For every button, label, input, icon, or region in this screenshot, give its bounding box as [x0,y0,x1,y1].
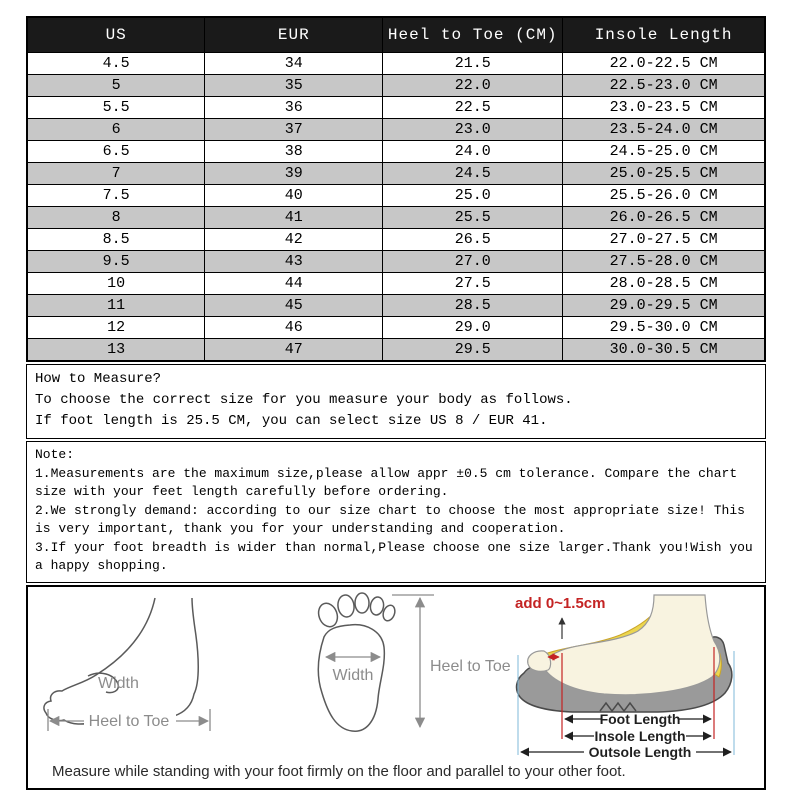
table-row [27,53,765,75]
table-cell: 29.5 [383,339,563,362]
table-cell: 25.5-26.0 CM [563,185,765,207]
table-row [27,75,765,97]
table-cell: 23.5-24.0 CM [563,119,765,141]
table-cell: 45 [205,295,383,317]
table-cell: 29.0-29.5 CM [563,295,765,317]
table-cell: 27.5 [383,273,563,295]
table-cell: 22.5 [383,97,563,119]
size-chart-table [26,16,766,362]
table-cell: 42 [205,229,383,251]
table-cell: 28.5 [383,295,563,317]
table-cell: 29.5-30.0 CM [563,317,765,339]
size-guide-sheet [26,16,766,790]
table-row [27,163,765,185]
table-cell: 4.5 [27,53,205,75]
footprint-diagram [315,593,510,731]
how-to-measure-line1: To choose the correct size for you measure your body as follows. [35,392,573,408]
toe [315,600,340,629]
note-item-3: 3.If your foot breadth is wider than normal,Please choose one size larger.Thank you!Wish you a happy shopping. [35,539,753,573]
how-to-measure-box [26,364,766,439]
note-title: Note: [35,447,75,462]
table-cell: 34 [205,53,383,75]
measurement-diagram [28,591,762,761]
column-header-eur: EUR [205,17,383,53]
how-to-measure-title: How to Measure? [35,371,162,387]
table-cell: 12 [27,317,205,339]
table-cell: 29.0 [383,317,563,339]
table-row [27,273,765,295]
measurement-diagram-box [26,585,766,790]
note-box [26,441,766,583]
column-header-heel-to-toe: Heel to Toe (CM) [383,17,563,53]
table-cell: 8.5 [27,229,205,251]
table-cell: 24.5 [383,163,563,185]
table-row [27,251,765,273]
table-cell: 13 [27,339,205,362]
table-cell: 7.5 [27,185,205,207]
table-row [27,317,765,339]
table-cell: 21.5 [383,53,563,75]
insole-length-label: Insole Length [594,727,686,744]
table-row [27,295,765,317]
table-cell: 28.0-28.5 CM [563,273,765,295]
size-rows [27,53,765,362]
column-header-us: US [27,17,205,53]
note-item-2: 2.We strongly demand: according to our size chart to choose the most appropriate size! This is very important, thank you for your understanding and cooperation. [35,502,745,536]
table-cell: 26.0-26.5 CM [563,207,765,229]
column-header-insole-length: Insole Length [563,17,765,53]
table-row [27,119,765,141]
note-item-1: 1.Measurements are the maximum size,please allow appr ±0.5 cm tolerance. Compare the chart size with your feet length carefully before ordering. [35,465,738,499]
side-foot-diagram [44,598,210,731]
table-cell: 25.0-25.5 CM [563,163,765,185]
shoe-cross-section-diagram [515,595,734,760]
table-row [27,185,765,207]
table-cell: 6.5 [27,141,205,163]
outsole-length-label: Outsole Length [588,743,692,760]
table-cell: 9.5 [27,251,205,273]
table-cell: 23.0 [383,119,563,141]
table-cell: 24.5-25.0 CM [563,141,765,163]
table-cell: 44 [205,273,383,295]
table-cell: 43 [205,251,383,273]
toe [355,593,369,613]
table-cell: 8 [27,207,205,229]
table-cell: 40 [205,185,383,207]
table-row [27,339,765,362]
side-heel-to-toe-label: Heel to Toe [88,712,170,730]
add-allowance-label: add 0~1.5cm [515,594,606,612]
foot-length-label: Foot Length [599,710,681,727]
table-cell: 5.5 [27,97,205,119]
table-cell: 41 [205,207,383,229]
table-cell: 26.5 [383,229,563,251]
toe [337,593,356,617]
table-cell: 38 [205,141,383,163]
table-cell: 7 [27,163,205,185]
table-cell: 6 [27,119,205,141]
table-cell: 23.0-23.5 CM [563,97,765,119]
table-cell: 35 [205,75,383,97]
table-cell: 5 [27,75,205,97]
side-foot-outline [44,598,198,724]
table-cell: 27.0-27.5 CM [563,229,765,251]
table-cell: 27.0 [383,251,563,273]
table-cell: 27.5-28.0 CM [563,251,765,273]
size-chart-header [27,17,765,53]
table-cell: 25.0 [383,185,563,207]
table-cell: 37 [205,119,383,141]
table-cell: 39 [205,163,383,185]
table-cell: 10 [27,273,205,295]
table-cell: 46 [205,317,383,339]
table-cell: 22.0-22.5 CM [563,53,765,75]
table-cell: 22.5-23.0 CM [563,75,765,97]
table-cell: 47 [205,339,383,362]
table-row [27,229,765,251]
toe-shape [528,650,551,670]
side-width-label: Width [98,674,139,692]
sole-width-label: Width [332,666,374,684]
header-row [27,17,765,53]
table-cell: 11 [27,295,205,317]
table-cell: 25.5 [383,207,563,229]
table-row [27,141,765,163]
sole-heel-to-toe-label: Heel to Toe [430,657,511,675]
table-row [27,207,765,229]
measure-caption: Measure while standing with your foot firmly on the floor and parallel to your other foot. [52,762,626,780]
table-cell: 30.0-30.5 CM [563,339,765,362]
table-cell: 22.0 [383,75,563,97]
table-cell: 24.0 [383,141,563,163]
table-row [27,97,765,119]
how-to-measure-line2: If foot length is 25.5 CM, you can select size US 8 / EUR 41. [35,413,548,429]
table-cell: 36 [205,97,383,119]
